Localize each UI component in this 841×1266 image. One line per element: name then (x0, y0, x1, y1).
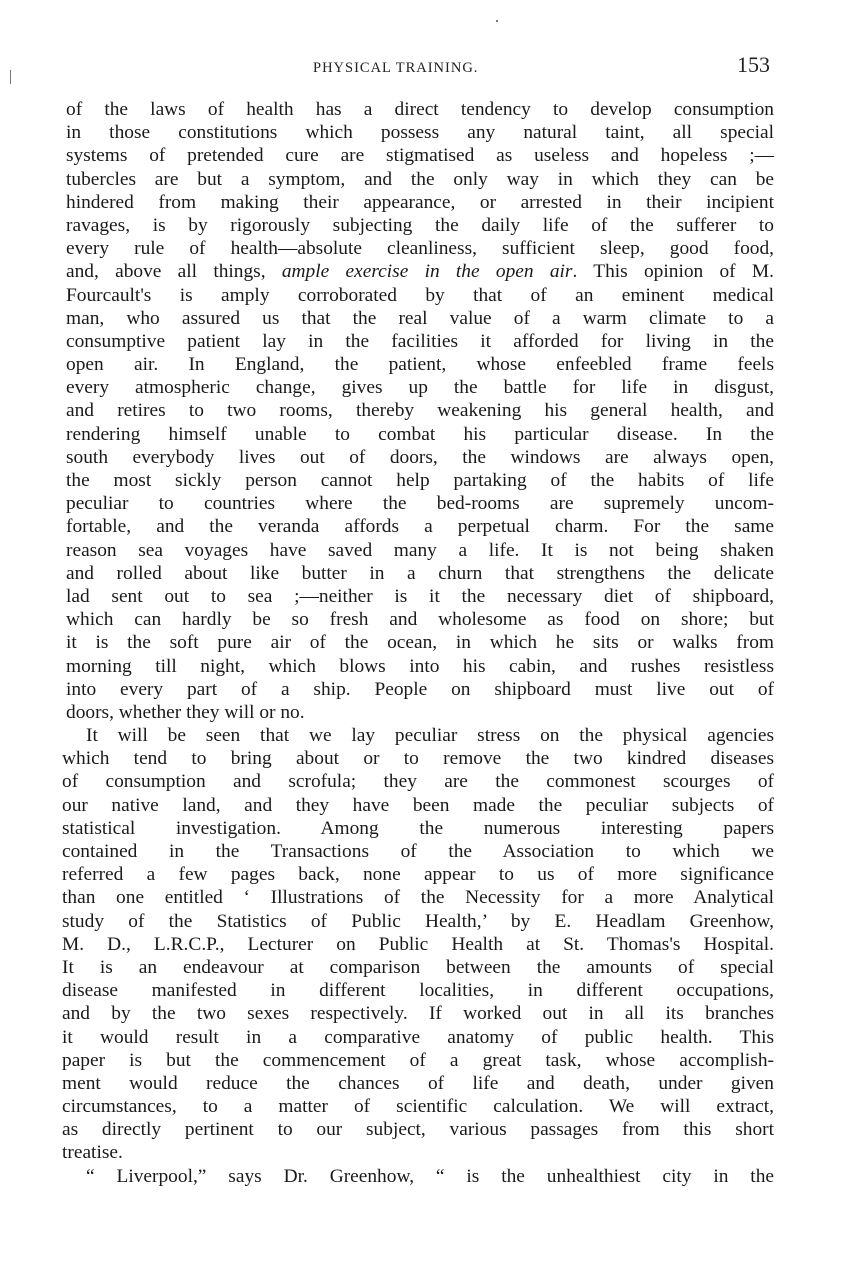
text-line: than one entitled ‘ Illustrations of the Necessity for a more Analytical (62, 887, 774, 909)
text-line: paper is but the commencement of a great task, whose accomplish- (62, 1049, 774, 1071)
text-line: rendering himself unable to combat his particular disease. In the (66, 423, 774, 445)
text-line: every rule of health—absolute cleanliness, sufficient sleep, good food, (66, 238, 774, 260)
scan-mark (496, 20, 498, 22)
text-line: It is an endeavour at comparison between the amounts of special (62, 956, 774, 978)
text-line: south everybody lives out of doors, the windows are always open, (66, 446, 774, 468)
text-line: man, who assured us that the real value of a warm climate to a (66, 307, 774, 329)
text-line: lad sent out to sea ;—neither is it the necessary diet of shipboard, (66, 585, 774, 607)
text-line: ravages, is by rigorously subjecting the daily life of the sufferer to (66, 214, 774, 236)
text-line: fortable, and the veranda affords a perpetual charm. For the same (66, 516, 774, 538)
text-line: of the laws of health has a direct tendency to develop consumption (66, 99, 774, 120)
text-line: contained in the Transactions of the Association to which we (62, 841, 774, 862)
text-line: it is the soft pure air of the ocean, in which he sits or walks from (66, 632, 774, 654)
text-line: and by the two sexes respectively. If worked out in all its branches (62, 1003, 774, 1025)
text-line: and retires to two rooms, thereby weakening his general health, and (66, 400, 774, 422)
text-line: referred a few pages back, none appear to us of more significance (62, 864, 774, 886)
text-line: peculiar to countries where the bed-rooms are supremely uncom- (66, 493, 774, 515)
scan-mark (10, 70, 11, 84)
body-text (62, 98, 774, 1188)
text-line: disease manifested in different localities, in different occupations, (62, 980, 774, 1002)
text-run: and, above all things, (66, 261, 266, 283)
running-header: PHYSICAL TRAINING. (313, 60, 479, 76)
text-line: it would result in a comparative anatomy of public health. This (62, 1026, 774, 1048)
text-line: open air. In England, the patient, whose enfeebled frame feels (66, 354, 774, 376)
text-line: circumstances, to a matter of scientific calculation. We will extract, (62, 1096, 774, 1118)
text-line: which can hardly be so fresh and wholesome as food on shore; but (66, 609, 774, 631)
text-line: doors, whether they will or no. (66, 701, 305, 723)
italic-emphasis: ample exercise in the open air (281, 261, 573, 283)
text-line: our native land, and they have been made the peculiar subjects of (62, 794, 774, 816)
text-line: and rolled about like butter in a churn that strengthens the delicate (66, 562, 774, 584)
text-line: every atmospheric change, gives up the battle for life in disgust, (66, 377, 774, 399)
text-line: which tend to bring about or to remove the two kindred diseases (62, 748, 774, 770)
text-line: morning till night, which blows into his cabin, and rushes resistless (66, 655, 774, 677)
text-line: in those constitutions which possess any natural taint, all special (66, 122, 774, 144)
text-line: as directly pertinent to our subject, various passages from this short (62, 1119, 774, 1141)
text-line (62, 260, 774, 283)
text-line: systems of pretended cure are stigmatised as useless and hopeless ;— (66, 145, 774, 167)
text-line: reason sea voyages have saved many a life. It is not being shaken (66, 539, 774, 561)
text-line: into every part of a ship. People on shipboard must live out of (66, 678, 774, 700)
text-line: statistical investigation. Among the numerous interesting papers (62, 817, 774, 839)
text-line: tubercles are but a symptom, and the only way in which they can be (66, 168, 774, 190)
text-line: hindered from making their appearance, or arrested in their incipient (66, 191, 774, 213)
text-line: treatise. (62, 1142, 123, 1164)
text-line: ment would reduce the chances of life and death, under given (62, 1072, 774, 1094)
text-line: consumptive patient lay in the facilities it afforded for living in the (66, 330, 774, 352)
text-line: the most sickly person cannot help partaking of the habits of life (66, 470, 774, 491)
page-number: 153 (737, 52, 770, 77)
text-line: of consumption and scrofula; they are the commonest scourges of (62, 771, 774, 793)
text-line: M. D., L.R.C.P., Lecturer on Public Health at St. Thomas's Hospital. (62, 933, 774, 955)
text-line: It will be seen that we lay peculiar stress on the physical agencies (86, 725, 774, 747)
text-line: “ Liverpool,” says Dr. Greenhow, “ is the unhealthiest city in the (86, 1165, 774, 1187)
text-run: . This opinion of M. (572, 261, 774, 283)
text-line: Fourcault's is amply corroborated by that of an eminent medical (66, 284, 774, 306)
text-line: study of the Statistics of Public Health,’ by E. Headlam Greenhow, (62, 910, 774, 932)
